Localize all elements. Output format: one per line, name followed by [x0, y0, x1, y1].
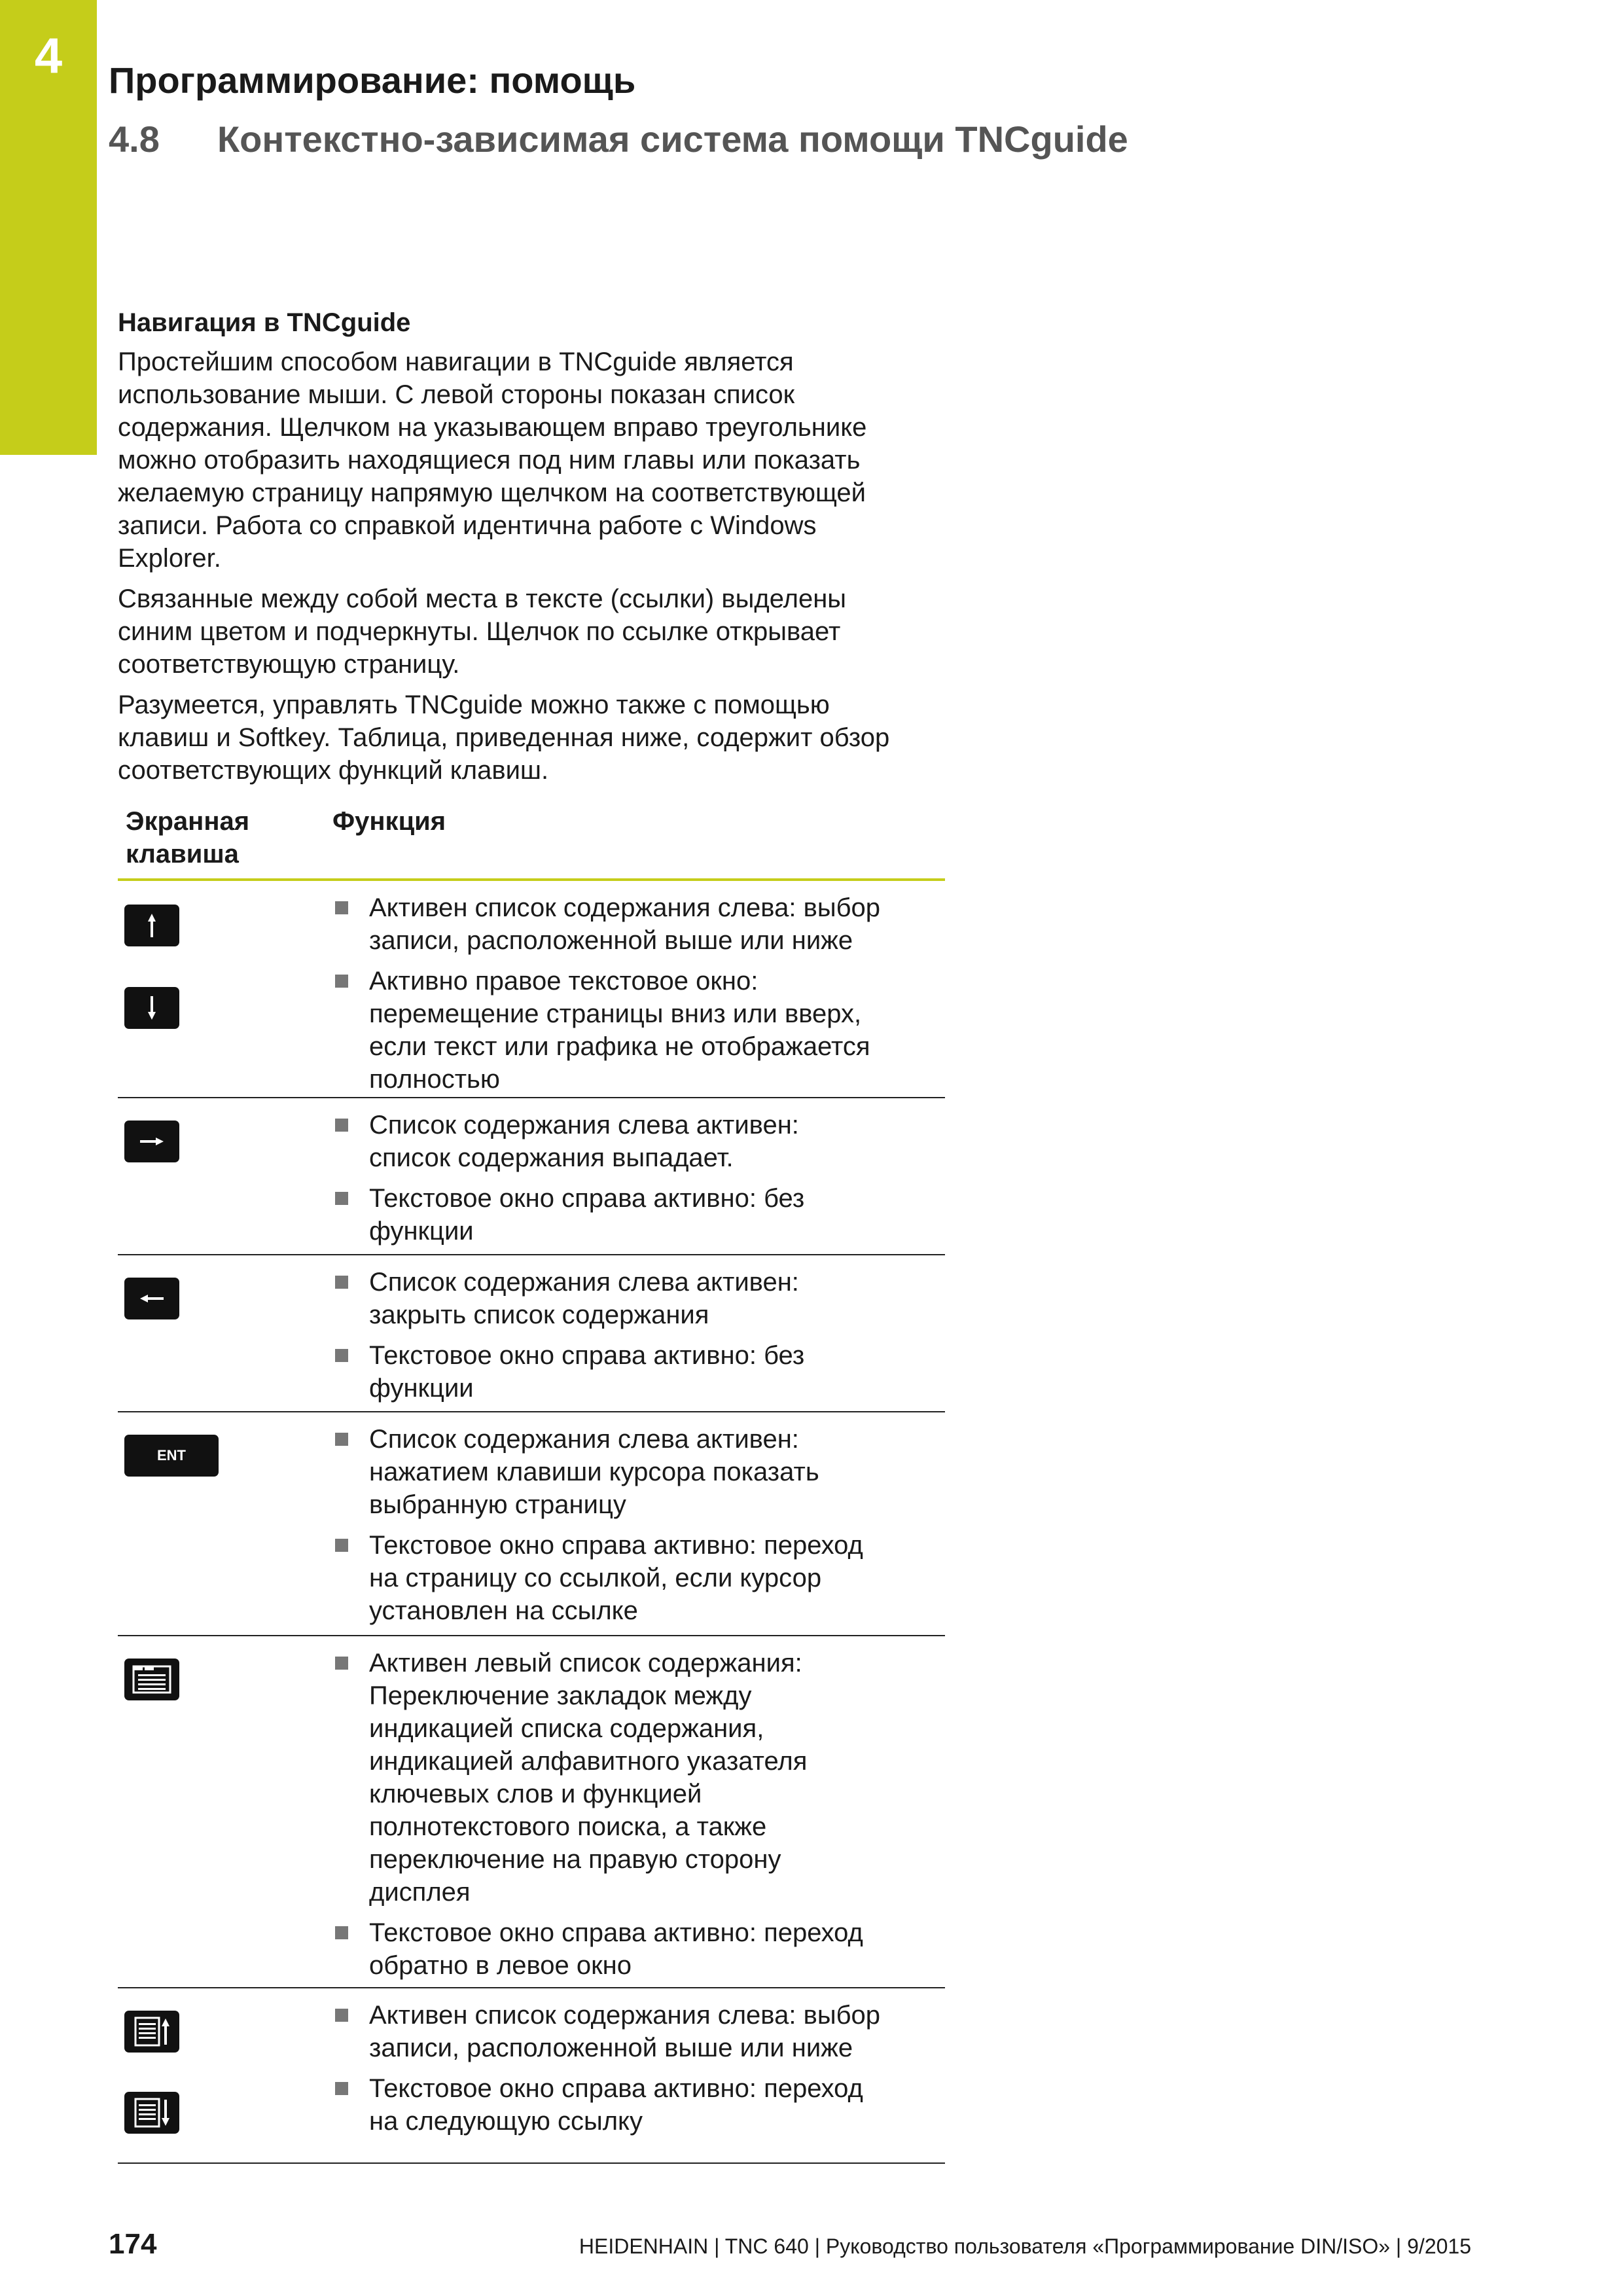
table-row: [118, 1255, 945, 1412]
keys-cell: [118, 1107, 332, 1244]
bullet-icon: [335, 901, 348, 914]
bullet-icon: [335, 1276, 348, 1289]
arrow-left-key-icon: [124, 1278, 179, 1319]
list-item: [332, 1182, 945, 1247]
keys-cell: [118, 1645, 332, 1977]
paragraph: Связанные между собой места в тексте (ссылки) выделены синим цветом и подчеркнуты. Щелчок по ссылке открывает соответствующую страницу.: [118, 584, 847, 679]
ent-key: ENT: [124, 1435, 219, 1477]
header-key: Экранная клавиша: [126, 807, 250, 869]
table-row: [118, 1098, 945, 1255]
bullet-icon: [335, 975, 348, 988]
main-content: [118, 306, 949, 2164]
item-text: Список содержания слева активен: закрыть список содержания: [369, 1268, 799, 1329]
list-item: [332, 1647, 945, 1909]
list-item: [332, 1339, 945, 1405]
bullet-icon: [335, 1657, 348, 1670]
bullet-icon: [335, 1926, 348, 1939]
function-cell: [332, 1645, 945, 1980]
list-up-key-icon: [124, 2011, 179, 2053]
bullet-icon: [335, 1192, 348, 1205]
item-text: Активен список содержания слева: выбор записи, расположенной выше или ниже: [369, 2001, 880, 2062]
table-row: [118, 1988, 945, 2164]
keys-cell: [118, 890, 332, 1086]
item-text: Текстовое окно справа активно: без функции: [369, 1184, 805, 1246]
table-header: [118, 805, 945, 881]
table-row: [118, 1636, 945, 1988]
keys-cell: [118, 1998, 332, 2152]
section-number: 4.8: [109, 118, 160, 160]
header-function: Функция: [332, 807, 446, 836]
item-text: Текстовое окно справа активно: переход на страницу со ссылкой, если курсор установлен на ссылке: [369, 1531, 863, 1625]
arrow-right-key-icon: [124, 1121, 179, 1162]
table-row: [118, 1412, 945, 1636]
list-item: [332, 1916, 945, 1982]
list-item: [332, 1109, 945, 1174]
list-item: [332, 1529, 945, 1627]
section-title-text: Контекстно-зависимая система помощи TNCguide: [217, 118, 1128, 160]
item-text: Активно правое текстовое окно: перемещение страницы вниз или вверх, если текст или графика не отображается полностью: [369, 967, 870, 1094]
list-item: [332, 1266, 945, 1331]
subsection-heading: Навигация в TNCguide: [118, 308, 411, 337]
item-text: Текстовое окно справа активно: переход на следующую ссылку: [369, 2074, 863, 2136]
section-title: [109, 118, 1128, 160]
tab-switch-key-icon: [124, 1659, 179, 1700]
key-function-table: [118, 805, 945, 2164]
item-text: Список содержания слева активен: список содержания выпадает.: [369, 1111, 799, 1172]
list-item: [332, 2072, 945, 2138]
function-cell: [332, 1998, 945, 2152]
function-cell: [332, 1422, 945, 1624]
function-cell: [332, 890, 945, 1094]
item-text: Список содержания слева активен: нажатием клавиши курсора показать выбранную страницу: [369, 1425, 819, 1519]
bullet-icon: [335, 1349, 348, 1362]
item-text: Текстовое окно справа активно: без функции: [369, 1341, 805, 1403]
table-row: [118, 881, 945, 1098]
keys-cell: [118, 1422, 332, 1624]
list-item: [332, 965, 945, 1096]
keys-cell: [118, 1265, 332, 1401]
page-number: 174: [109, 2228, 157, 2260]
list-item: [332, 1423, 945, 1521]
bullet-icon: [335, 2082, 348, 2095]
footer-text: HEIDENHAIN | TNC 640 | Руководство пользователя «Программирование DIN/ISO» | 9/2015: [579, 2234, 1471, 2258]
bullet-icon: [335, 1433, 348, 1446]
item-text: Активен список содержания слева: выбор записи, расположенной выше или ниже: [369, 893, 880, 955]
arrow-down-key-icon: [124, 987, 179, 1029]
chapter-title: Программирование: помощь: [109, 60, 636, 101]
list-item: [332, 891, 945, 957]
function-cell: [332, 1107, 945, 1244]
function-cell: [332, 1265, 945, 1401]
bullet-icon: [335, 1539, 348, 1552]
arrow-up-key-icon: [124, 905, 179, 946]
bullet-icon: [335, 2009, 348, 2022]
bullet-icon: [335, 1119, 348, 1132]
list-item: [332, 1999, 945, 2064]
list-down-key-icon: [124, 2092, 179, 2134]
chapter-number: 4: [34, 28, 63, 84]
paragraph: Простейшим способом навигации в TNCguide является использование мыши. С левой стороны показан список содержания. Щелчком на указывающем вправо треугольнике можно отобразить находящиеся под ним главы или показать желаемую страницу напрямую щелчком на соответствующей записи. Работа со справкой идентична работе с Windows Explorer.: [118, 348, 867, 573]
item-text: Текстовое окно справа активно: переход обратно в левое окно: [369, 1918, 863, 1980]
paragraph: Разумеется, управлять TNCguide можно также с помощью клавиш и Softkey. Таблица, приведенная ниже, содержит обзор соответствующих функций клавиш.: [118, 691, 890, 785]
item-text: Активен левый список содержания: Переключение закладок между индикацией списка содержания, индикацией алфавитного указателя ключевых слов и функцией полнотекстового поиска, а также переключение на правую сторону дисплея: [369, 1649, 808, 1907]
